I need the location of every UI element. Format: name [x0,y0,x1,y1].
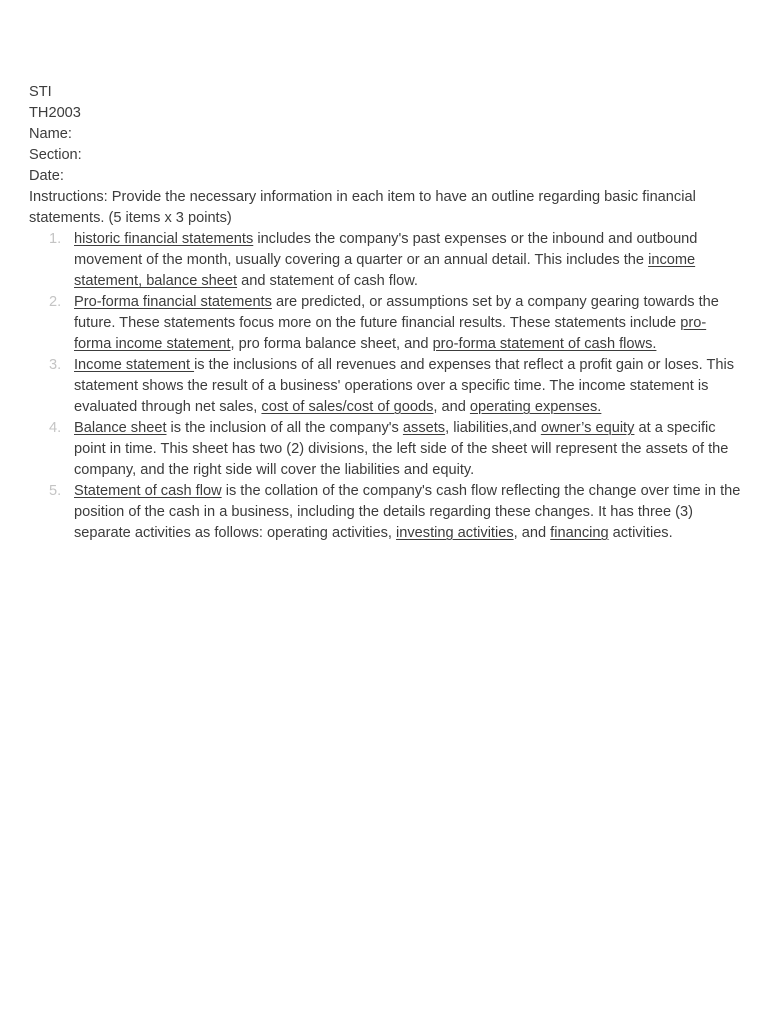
item-number: 5. [49,483,62,499]
item-text-segment: , and [433,399,470,415]
list-item [29,229,741,292]
item-text-segment: and statement of cash flow. [237,273,418,289]
item-text [74,483,740,541]
item-number: 1. [49,231,62,247]
underlined-answer: investing activities [396,525,514,541]
date-label: Date: [29,168,64,184]
item-text [74,231,697,289]
item-number: 2. [49,294,62,310]
underlined-answer: pro-forma statement of cash flows. [432,336,657,352]
item-text-segment: is the inclusions of all revenues and expenses that reflect a profit gain or loses. This statement shows the result of a business' operations over a specific time. The income statement is evaluated through net sales, [74,357,735,415]
course-code: TH2003 [29,105,81,121]
item-text-segment: , liabilities,and [445,420,541,436]
item-text-segment: are predicted, or assumptions set by a company gearing towards the future. These statements focus more on the future financial results. These statements include [74,294,719,331]
item-text-segment: activities. [608,525,673,541]
answer-list [29,229,741,544]
underlined-answer: cost of sales/cost of goods [261,399,434,415]
item-number: 4. [49,420,62,436]
item-text-segment: is the inclusion of all the company's [166,420,403,436]
underlined-answer: assets [402,420,446,436]
underlined-answer: owner’s equity [540,420,635,436]
item-text-segment: is the collation of the company's cash flow reflecting the change over time in the position of the cash in a business, including the details regarding these changes. It has three (3) separate activities as follows: operating activities, [74,483,741,541]
underlined-answer: Statement of cash flow [74,483,222,499]
item-text-segment: at a specific point in time. This sheet has two (2) divisions, the left side of the sheet will represent the assets of the company, and the right side will cover the liabilities and equity. [74,420,729,478]
underlined-answer: income statement, balance sheet [74,252,696,289]
underlined-answer: pro-forma income statement [74,315,707,352]
item-text [74,294,719,352]
list-item [29,292,741,355]
item-text [74,357,734,415]
underlined-answer: financing [550,525,609,541]
underlined-answer: operating expenses. [469,399,602,415]
item-text [74,420,728,478]
underlined-answer: Income statement [74,357,195,373]
item-text-segment: , pro forma balance sheet, and [230,336,433,352]
underlined-answer: Pro-forma financial statements [74,294,272,310]
list-item [29,418,741,481]
document-page [29,82,741,544]
underlined-answer: Balance sheet [74,420,167,436]
list-item [29,481,741,544]
item-number: 3. [49,357,62,373]
section-label: Section: [29,147,82,163]
underlined-answer: historic financial statements [74,231,254,247]
school-name: STI [29,84,52,100]
name-label: Name: [29,126,72,142]
item-text-segment: includes the company's past expenses or the inbound and outbound movement of the month, usually covering a quarter or an annual detail. This includes the [74,231,698,268]
instructions: Instructions: Provide the necessary information in each item to have an outline regarding basic financial statements. (5 items x 3 points) [29,189,696,226]
list-item [29,355,741,418]
item-text-segment: , and [513,525,551,541]
